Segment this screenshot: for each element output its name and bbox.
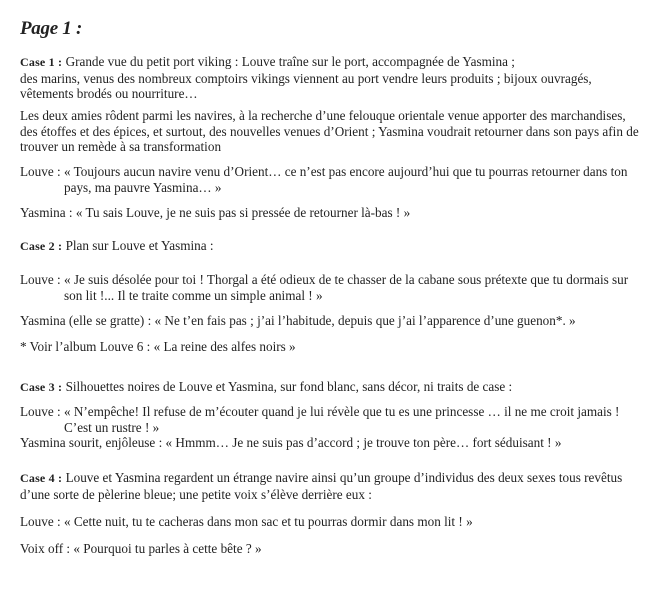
case4-voix-off-line: Voix off : « Pourquoi tu parles à cette bête ? »	[20, 541, 262, 556]
case1-label: Case 1 :	[20, 55, 63, 69]
case2-desc: Plan sur Louve et Yasmina :	[62, 238, 214, 253]
case1-yasmina-line: Yasmina : « Tu sais Louve, je ne suis pas si pressée de retourner là-bas ! »	[20, 205, 411, 220]
case1-desc2: des marins, venus des nombreux comptoirs vikings viennent au port vendre leurs produits ; bijoux ouvragés, vêtements brodés ou nourriture…	[20, 70, 592, 102]
case3-desc: Silhouettes noires de Louve et Yasmina, sur fond blanc, sans décor, ni traits de case :	[62, 379, 513, 394]
case4-louve-line: Louve : « Cette nuit, tu te cacheras dans mon sac et tu pourras dormir dans mon lit ! »	[20, 514, 473, 529]
case4-description	[20, 470, 640, 502]
case3-label: Case 3 :	[20, 380, 63, 394]
case1-paragraph: Les deux amies rôdent parmi les navires, à la recherche d’une felouque orientale venue apporter des marchandises, des étoffes et des épices, et surtout, des nouvelles venues d’Orient ; Yasmina voudrait retourner dans son pays afin de trouver un remède à sa transformation	[20, 108, 639, 155]
case2-label: Case 2 :	[20, 239, 63, 253]
case1-louve-line: Louve : « Toujours aucun navire venu d’Orient… ce n’est pas encore aujourd’hui que tu pourras retourner dans ton pays, ma pauvre Yasmina… »	[20, 164, 628, 195]
case1-description	[20, 54, 640, 102]
case4-label: Case 4 :	[20, 471, 63, 485]
case1-desc: Grande vue du petit port viking : Louve traîne sur le port, accompagnée de Yasmina ;	[62, 54, 515, 69]
case3-yasmina-line: Yasmina sourit, enjôleuse : « Hmmm… Je ne suis pas d’accord ; je trouve ton père… fort séduisant ! »	[20, 435, 562, 450]
case2-yasmina-line: Yasmina (elle se gratte) : « Ne t’en fais pas ; j’ai l’habitude, depuis que j’ai l’apparence d’une guenon*. »	[20, 313, 576, 328]
case3-louve-line: Louve : « N’empêche! Il refuse de m’écouter quand je lui révèle que tu es une princesse … il ne me croit jamais ! C’est un rustre ! »	[20, 404, 620, 435]
page-title: Page 1 :	[20, 18, 82, 39]
case2-louve-line: Louve : « Je suis désolée pour toi ! Thorgal a été odieux de te chasser de la cabane sous prétexte que tu dormais sur son lit !... Il te traite comme un simple animal ! »	[20, 272, 629, 303]
case3-description	[20, 379, 640, 396]
case2-description	[20, 238, 640, 255]
case4-desc: Louve et Yasmina regardent un étrange navire ainsi qu’un groupe d’individus des deux sexes tous revêtus d’une sorte de pèlerine bleue; une petite voix s’élève derrière eux :	[20, 470, 623, 502]
case2-footnote: * Voir l’album Louve 6 : « La reine des alfes noirs »	[20, 339, 296, 354]
